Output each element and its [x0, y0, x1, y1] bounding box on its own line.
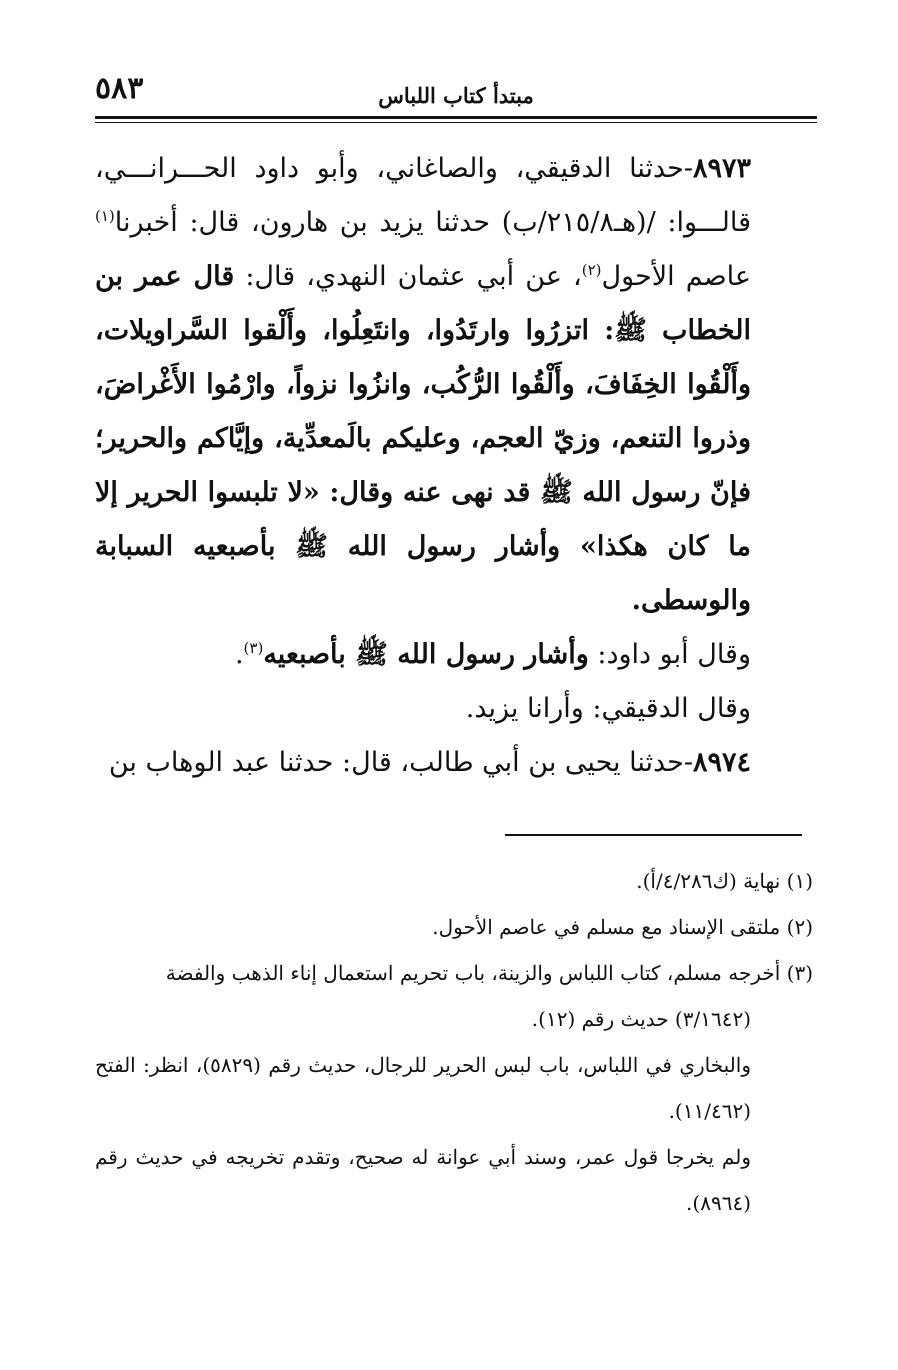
abu-dawud-note — [95, 628, 813, 682]
hadith-text: -حدثنا الدقيقي، والصاغاني، وأبو داود الحـــرانـــي، قالـــوا: /(هـ٢١٥/٨/ب) حدثنا يزيد بن هارون، قال: أخبرنا — [95, 153, 752, 238]
hadith-matn: قال عمر بن الخطاب ﷺ: اتزرُوا وارتَدُوا، وانتَعِلُوا، وأَلْقوا السَّراويلات، وأَلْقُوا الخِفَافَ، وأَلْقُوا الرُّكُب، وانزُوا نزواً، وارْمُوا الأَغْراضَ، وذروا التنعم، وزيّ العجم، وعليكم بالَمعدِّية، وإيَّاكم والحرير؛ فإنّ رسول الله ﷺ قد نهى عنه وقال: «لا تلبسوا الحرير إلا ما كان هكذا» وأشار رسول الله ﷺ بأصبعيه السبابة والوسطى. — [95, 261, 751, 616]
hadith-number: ٨٩٧٤ — [692, 747, 751, 778]
hadith-number: ٨٩٧٣ — [692, 153, 751, 184]
footnote-3-remark: ولم يخرجا قول عمر، وسند أبي عوانة له صحيح، وتقدم تخريجه في حديث رقم (٨٩٦٤). — [95, 1145, 751, 1215]
footnote-ref-3: (٣) — [243, 639, 264, 657]
hadith-text: -حدثنا يحيى بن أبي طالب، قال: حدثنا عبد الوهاب بن — [108, 747, 693, 778]
footnote-2: (٢) ملتقى الإسناد مع مسلم في عاصم الأحول. — [432, 915, 813, 939]
footnotes — [95, 858, 813, 1226]
footnote-ref-2: (٢) — [581, 261, 602, 279]
running-title: مبتدأ كتاب اللباس — [378, 83, 534, 108]
footnote-3: (٣) أخرجه مسلم، كتاب اللباس والزينة، باب تحريم استعمال إناء الذهب والفضة — [165, 961, 813, 985]
footnote-3-bukhari: والبخاري في اللباس، باب لبس الحرير للرجال، حديث رقم (٥٨٢٩)، انظر: الفتح (١١/٤٦٢). — [95, 1053, 751, 1123]
main-text — [95, 142, 813, 790]
page-number: ٥٨٣ — [95, 71, 144, 106]
hadith-text: عاصم الأحول — [601, 261, 751, 292]
hadith-text: ، عن أبي عثمان النهدي، قال: — [234, 261, 582, 292]
footnote-1: (١) نهاية (ك٤/٢٨٦/أ). — [636, 869, 813, 893]
hadith-8974 — [95, 736, 813, 790]
narrator-note: وقال أبو داود: — [588, 639, 751, 670]
header-rule-thin — [95, 122, 817, 123]
narrator-quote: وأشار رسول الله ﷺ بأصبعيه — [263, 639, 589, 670]
footnote-separator — [505, 834, 802, 836]
hadith-8973 — [95, 142, 813, 628]
footnote-3-continued: (٣/١٦٤٢) حديث رقم (١٢). — [531, 1007, 751, 1031]
page-header — [95, 72, 817, 112]
header-rule-thick — [95, 116, 817, 119]
punctuation: . — [234, 639, 244, 670]
daqiqi-note: وقال الدقيقي: وأرانا يزيد. — [465, 693, 751, 724]
footnote-ref-1: (١) — [95, 207, 115, 225]
